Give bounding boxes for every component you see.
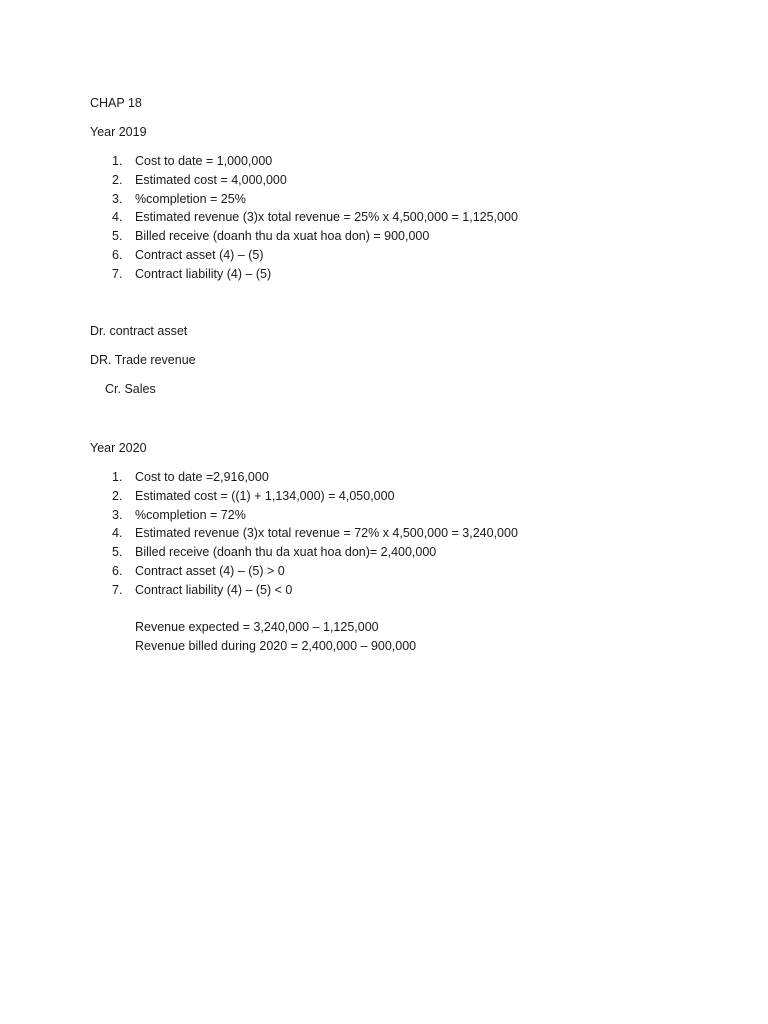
list-item-text: Estimated cost = 4,000,000	[135, 172, 287, 187]
list-item-text: Estimated cost = ((1) + 1,134,000) = 4,050,000	[135, 488, 395, 503]
list-item-number: 1.	[112, 154, 123, 168]
year-2019-heading: Year 2019	[90, 125, 147, 139]
list-item-number: 1.	[112, 470, 123, 484]
list-item-text: Contract asset (4) – (5)	[135, 247, 264, 262]
list-item-number: 3.	[112, 191, 123, 206]
list-item-text: Estimated revenue (3)x total revenue = 72% x 4,500,000 = 3,240,000	[135, 526, 518, 541]
chapter-title: CHAP 18	[90, 96, 142, 110]
list-item-number: 5.	[112, 545, 123, 560]
list-item-text: Billed receive (doanh thu da xuat hoa don)= 2,400,000	[135, 545, 437, 560]
list-item-text: %completion = 25%	[135, 191, 246, 206]
list-item-number: 7.	[112, 266, 123, 281]
journal-debit-trade-revenue: DR. Trade revenue	[90, 353, 196, 367]
list-item-text: %completion = 72%	[135, 507, 246, 522]
list-item-text: Estimated revenue (3)x total revenue = 25% x 4,500,000 = 1,125,000	[135, 210, 518, 225]
year-2020-heading: Year 2020	[90, 441, 147, 455]
list-item-text: Cost to date =2,916,000	[135, 470, 269, 484]
list-item-number: 7.	[112, 582, 123, 597]
list-item-number: 3.	[112, 507, 123, 522]
list-item-text: Billed receive (doanh thu da xuat hoa don) = 900,000	[135, 229, 430, 244]
list-item-number: 5.	[112, 229, 123, 244]
journal-credit-sales: Cr. Sales	[105, 382, 156, 396]
list-item-text: Contract asset (4) – (5) > 0	[135, 563, 285, 578]
list-item-text: Contract liability (4) – (5) < 0	[135, 582, 293, 597]
list-item-text: Contract liability (4) – (5)	[135, 266, 272, 281]
list-item-number: 2.	[112, 172, 123, 187]
list-item-number: 2.	[112, 488, 123, 503]
list-item-text: Cost to date = 1,000,000	[135, 154, 273, 168]
list-item-number: 6.	[112, 247, 123, 262]
list-item-number: 6.	[112, 563, 123, 578]
list-item-number: 4.	[112, 526, 123, 541]
revenue-expected-note: Revenue expected = 3,240,000 – 1,125,000	[135, 620, 379, 634]
list-item-number: 4.	[112, 210, 123, 225]
journal-debit-contract-asset: Dr. contract asset	[90, 324, 188, 338]
revenue-billed-note: Revenue billed during 2020 = 2,400,000 – 900,000	[135, 639, 417, 653]
